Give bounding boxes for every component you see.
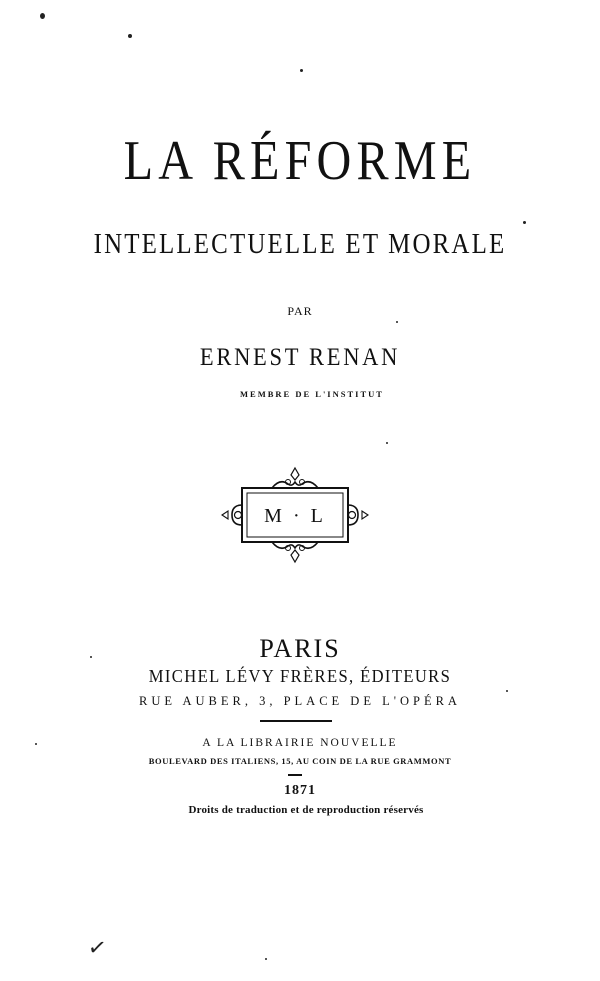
bookshop-address: BOULEVARD DES ITALIENS, 15, AU COIN DE LA RUE GRAMMONT (148, 756, 452, 766)
handwritten-check-mark: ✓ (86, 934, 109, 963)
divider-rule (260, 720, 332, 722)
publisher-name: MICHEL LÉVY FRÈRES, ÉDITEURS (148, 666, 452, 686)
scan-speck (35, 743, 37, 745)
short-divider-rule (288, 774, 302, 776)
publication-city: PARIS (259, 634, 341, 663)
scan-speck (506, 690, 508, 692)
scan-speck (523, 221, 526, 224)
publication-year: 1871 (284, 783, 316, 798)
by-label: PAR (287, 304, 313, 318)
scan-speck (396, 321, 398, 323)
scan-speck (265, 958, 267, 960)
author-name: ERNEST RENAN (199, 344, 401, 371)
scan-speck (90, 656, 92, 658)
publisher-emblem (220, 460, 370, 572)
scan-speck (40, 13, 45, 19)
rights-notice: Droits de traduction et de reproduction réservés (188, 804, 424, 816)
book-subtitle: INTELLECTUELLE ET MORALE (93, 228, 507, 260)
scan-speck (128, 34, 132, 38)
book-title: LA RÉFORME (123, 130, 477, 192)
publisher-address: RUE AUBER, 3, PLACE DE L'OPÉRA (139, 694, 461, 708)
scan-speck (386, 442, 388, 444)
bookshop-name: A LA LIBRAIRIE NOUVELLE (202, 737, 398, 749)
author-affiliation: MEMBRE DE L'INSTITUT (240, 389, 384, 399)
scan-speck (300, 69, 303, 72)
emblem-monogram: M · L (264, 505, 326, 527)
